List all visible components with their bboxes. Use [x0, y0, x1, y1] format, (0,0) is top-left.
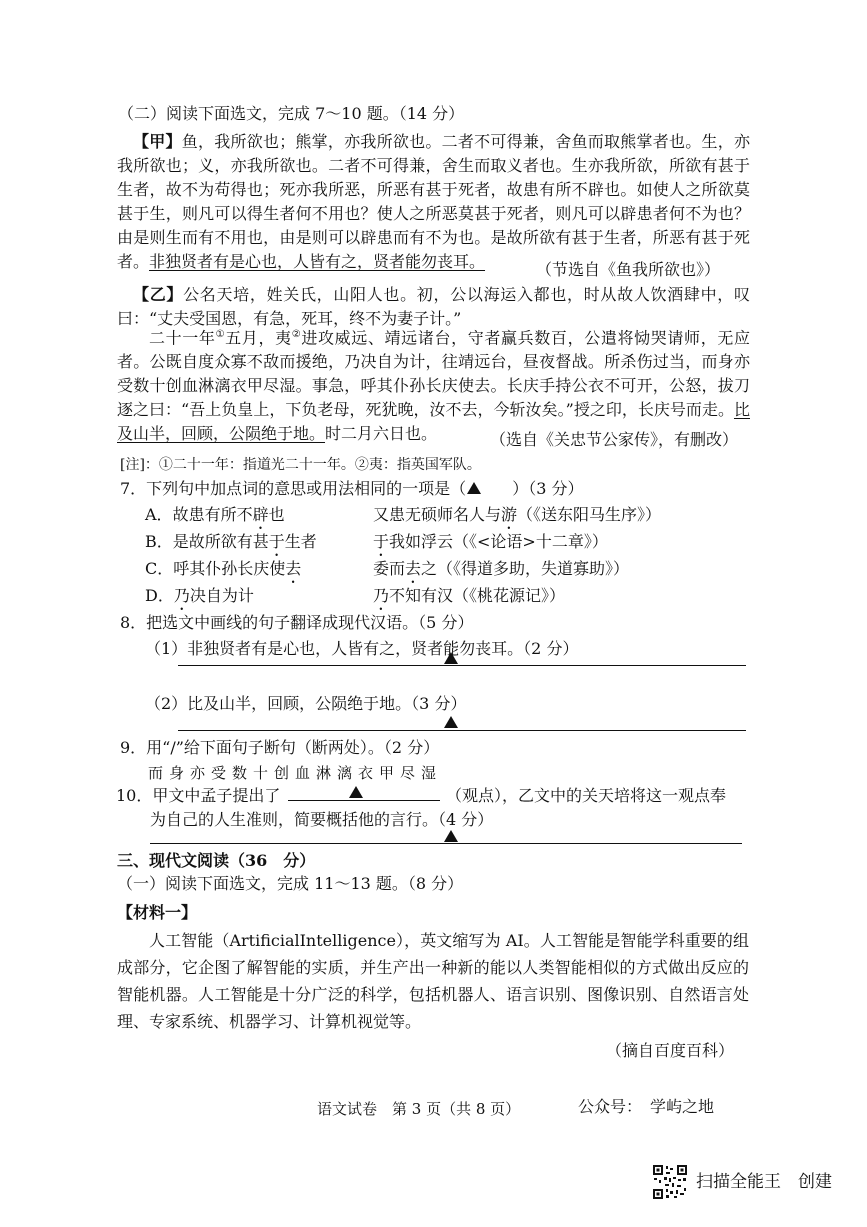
question-8-stem: 8．把选文中画线的句子翻译成现代汉语。（5 分）	[120, 613, 474, 632]
answer-line	[150, 843, 742, 844]
wechat-account: 公众号： 学屿之地	[578, 1097, 715, 1116]
option-d: D．乃决自为计	[145, 586, 254, 605]
answer-blank-triangle-icon	[444, 716, 458, 728]
passage-source: （选自《关忠节公家传》，有删改）	[490, 430, 739, 449]
answer-blank-triangle-icon	[444, 652, 458, 664]
passage-text: 二十一年	[149, 328, 216, 348]
question-8-sub1: （1）非独贤者有是心也，人皆有之，贤者能勿丧耳。（2 分）	[145, 639, 579, 658]
answer-line	[288, 800, 440, 801]
passage-text: 鱼，我所欲也；熊掌，亦我所欲也。二者不可得兼，舍鱼而取熊掌者也。生，亦我所欲也；义，亦我所欲也。二者不可得兼，舍生而取义者也。生亦我所欲，所欲有甚于生者，故不为苟得也；死亦我所恶，所恶有甚于死者，故患有所不辟也。如使人之所欲莫甚于生，则凡可以得生者何不用也？使人之所恶莫甚于死者，则凡可以辟患者何不为也？由是则生而有不用也，由是则可以辟患而有不为也。是故所欲有甚于生者，所恶有甚于死者。	[117, 132, 750, 271]
material-label: 【材料一】	[117, 903, 198, 922]
passage-yi-body	[117, 323, 750, 446]
passage-source: （节选自《鱼我所欲也》）	[536, 260, 721, 279]
answer-line	[178, 730, 746, 731]
passage-text: 进攻威远、靖远诸台，守者赢兵数百，公遣将恸哭请师，无应者。公既自度众寡不敌而援绝，乃决自为计，往靖远台，昼夜督战。所杀伤过当，而身亦受数十创血淋漓衣甲尽湿。事急，呼其仆孙长庆使去。长庆手持公衣不可开，公怒，拔刀逐之曰：“吾上负皇上，下负老母，死犹晚，汝不去，今斩汝矣。”授之印，长庆号而走。	[117, 328, 750, 420]
passage-text: 五月，夷	[225, 328, 292, 348]
question-10-stem-c: 为自己的人生准则，简要概括他的言行。（4 分）	[150, 810, 494, 829]
material-source: （摘自百度百科）	[606, 1041, 735, 1060]
passage-text: 时二月六日也。	[325, 424, 438, 444]
option-d-compare: 乃不知有汉（《桃花源记》）	[373, 586, 566, 605]
underlined-sentence: 比及山半，回顾，公陨绝于地。	[117, 400, 750, 444]
scanner-watermark: 扫描全能王 创建	[696, 1172, 832, 1192]
footnote-marker: ②	[291, 329, 302, 340]
question-9-stem: 9．用“/”给下面句子断句（断两处）。（2 分）	[120, 738, 440, 757]
passage-label: 【乙】	[133, 285, 184, 304]
answer-line	[178, 665, 746, 666]
question-text: ）（3 分）	[512, 479, 584, 498]
question-10-stem-a: 10．甲文中孟子提出了	[116, 786, 281, 805]
qr-code-icon	[652, 1164, 688, 1200]
passage-label: 【甲】	[133, 132, 182, 151]
answer-blank-triangle-icon	[467, 482, 481, 494]
option-a-compare: 又患无硕师名人与游（《送东阳马生序》）	[373, 505, 662, 524]
passage-jia	[117, 130, 750, 274]
option-a: A．故患有所不辟也	[145, 505, 285, 524]
section-3-subheading: （一）阅读下面选文，完成 11～13 题。（8 分）	[117, 874, 464, 893]
answer-blank-triangle-icon	[349, 786, 363, 798]
material-one-text: 人工智能（ArtificialIntelligence），英文缩写为 AI。人工智能是智能学科重要的组成部分，它企图了解智能的实质，并生产出一种新的能以人类智能相似的方式做出反应的智能机器。人工智能是十分广泛的科学，包括机器人、语言识别、图像识别、自然语言处理、专家系统、机器学习、计算机视觉等。	[117, 931, 749, 1031]
option-b-compare: 于我如浮云（《<论语>十二章》）	[373, 532, 608, 551]
option-c-compare: 委而去之（《得道多助，失道寡助》）	[373, 559, 630, 578]
answer-blank-triangle-icon	[444, 830, 458, 842]
question-9-sentence: 而身亦受数十创血淋漓衣甲尽湿	[148, 764, 443, 782]
question-text: 7．下列句中加点词的意思或用法相同的一项是（	[120, 479, 467, 498]
footnote-marker: ①	[215, 329, 226, 340]
question-8-sub2: （2）比及山半，回顾，公陨绝于地。（3 分）	[145, 694, 467, 713]
underlined-sentence: 非独贤者有是心也，人皆有之，贤者能勿丧耳。	[149, 252, 486, 271]
question-7-stem	[120, 479, 583, 499]
question-10-stem-b: （观点），乙文中的关天培将这一观点奉	[446, 786, 727, 805]
section-3-heading: 三、现代文阅读（36 分）	[117, 851, 316, 870]
page-info: 语文试卷 第 3 页（共 8 页）	[317, 1100, 521, 1118]
option-c: C．呼其仆孙长庆使去	[145, 559, 302, 578]
passage-text: 公名天培，姓关氏，山阳人也。初，公以海运入都也，时从故人饮酒肆中，叹曰：“丈夫受国恩，有急，死耳，终不为妻子计。”	[117, 285, 750, 328]
footnote: [注]：①二十一年：指道光二十一年。②夷：指英国军队。	[120, 457, 481, 473]
option-b: B．是故所欲有甚于生者	[145, 532, 317, 551]
section-heading: （二）阅读下面选文，完成 7～10 题。（14 分）	[118, 104, 465, 123]
